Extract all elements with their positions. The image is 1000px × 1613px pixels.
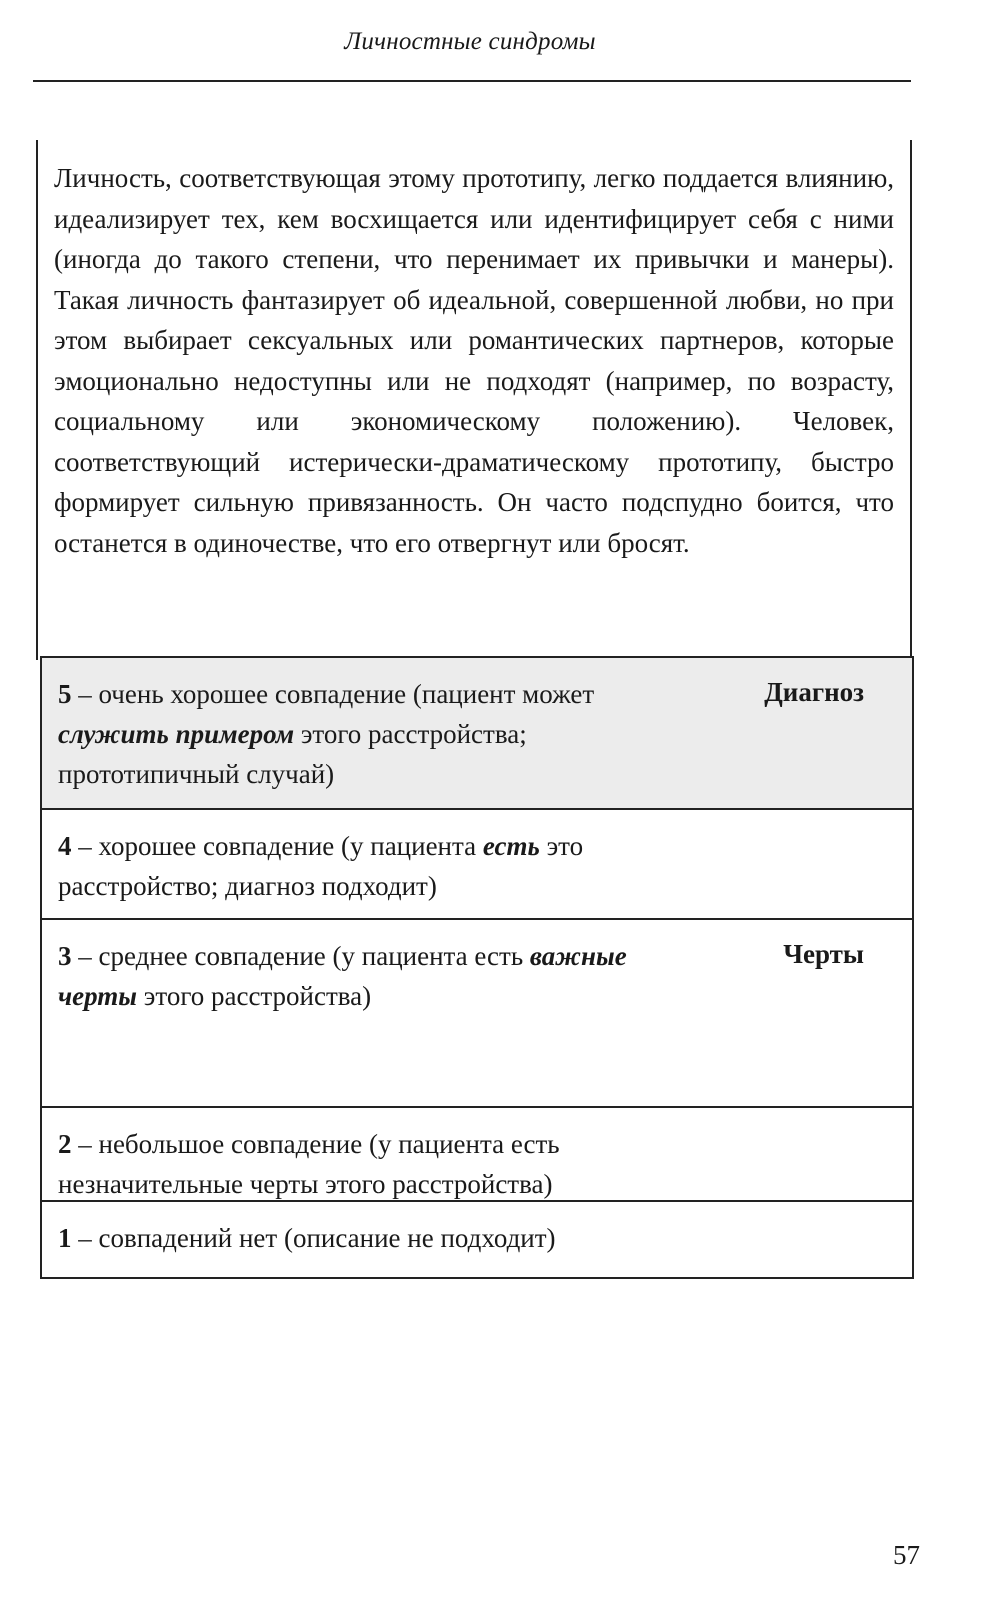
rating-description: – совпадений нет (описание не подходит)	[71, 1223, 556, 1253]
rating-description-end: это расстройство; диагноз подходит)	[58, 831, 584, 901]
rating-tag-diagnosis: Диагноз	[764, 677, 864, 707]
rating-row-text	[58, 936, 698, 1016]
rating-row-1	[42, 1200, 912, 1277]
rating-number: 4	[58, 831, 72, 861]
rating-row-3	[42, 918, 912, 1106]
rating-row-text	[58, 826, 698, 906]
rating-description-end: этого расстройства; прототипичный случай)	[58, 719, 527, 789]
rating-description: – небольшое совпадение (у пациента есть незначительные черты этого расстройства)	[58, 1129, 560, 1199]
rating-row-text	[58, 1124, 698, 1204]
page-number: 57	[893, 1540, 920, 1570]
header-rule	[33, 80, 911, 82]
rating-number: 1	[58, 1223, 72, 1253]
running-head: Личностные синдромы	[344, 28, 596, 55]
prototype-description: Личность, соответствующая этому прототипу, легко поддается влиянию, идеализирует тех, кем восхищается или идентифицирует себя с ними (иногда до такого степени, что перенимает их привычки и манеры). Такая личность фантазирует об идеальной, совершенной любви, но при этом выбирает сексуальных или романтических партнеров, которые эмоционально недоступны или не подходят (например, по возрасту, социальному или экономическому положению). Человек, соответствующий истерически-драматическому прототипу, быстро формирует сильную привязанность. Он часто подспудно боится, что останется в одиночестве, что его отвергнут или бросят.	[54, 163, 894, 558]
rating-description-end: этого расстройства)	[137, 981, 372, 1011]
prototype-description-box	[36, 140, 912, 660]
rating-description: – очень хорошее совпадение (пациент может	[71, 679, 595, 709]
rating-description: – среднее совпадение (у пациента есть	[71, 941, 530, 971]
rating-emphasis: есть	[482, 831, 540, 861]
rating-emphasis: важные черты	[58, 941, 627, 1011]
rating-number: 5	[58, 679, 72, 709]
rating-row-4	[42, 808, 912, 918]
rating-scale-table	[40, 656, 914, 1279]
rating-tag-traits: Черты	[783, 939, 864, 969]
rating-number: 3	[58, 941, 72, 971]
rating-emphasis: служить примером	[58, 719, 295, 749]
rating-row-text	[58, 1218, 818, 1258]
rating-row-2	[42, 1106, 912, 1200]
rating-number: 2	[58, 1129, 72, 1159]
rating-row-5	[42, 658, 912, 808]
rating-description: – хорошее совпадение (у пациента	[71, 831, 483, 861]
rating-row-text	[58, 674, 698, 794]
